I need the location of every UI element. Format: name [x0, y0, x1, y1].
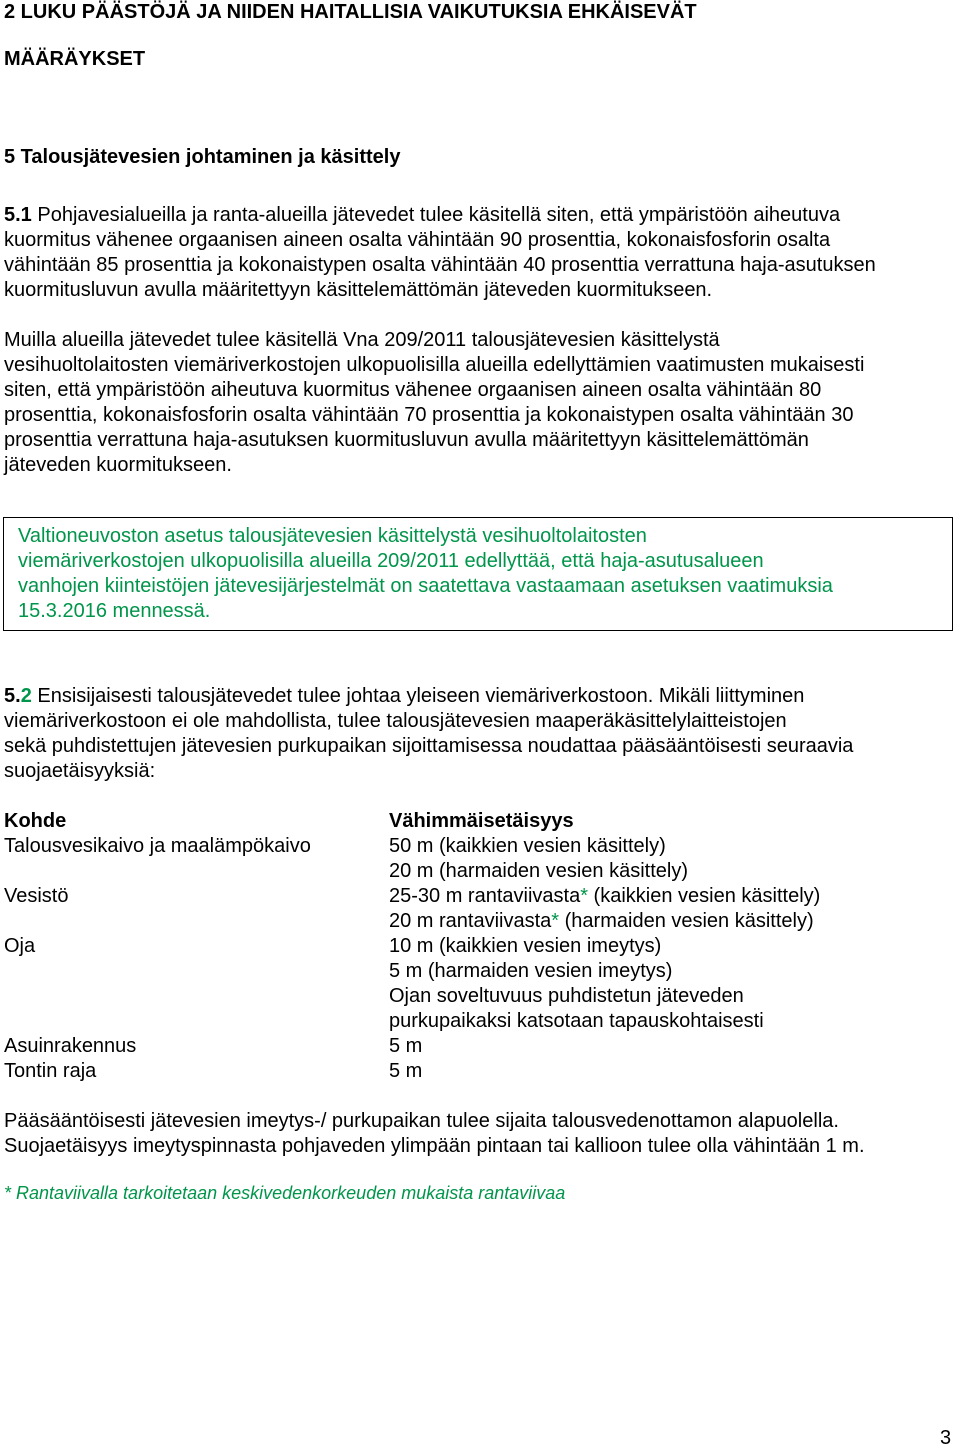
row-kohde: Talousvesikaivo ja maalämpökaivo — [4, 835, 311, 857]
etaisyys-text: Ojan soveltuvuus puhdistetun jäteveden — [389, 985, 744, 1007]
table-header-row — [4, 809, 954, 834]
other-areas-line: siten, että ympäristöön aiheutuva kuormitus vähenee orgaanisen aineen osalta vähintään 80 — [4, 379, 822, 401]
section-5-title: 5 Talousjätevesien johtaminen ja käsittely — [4, 146, 401, 168]
row-etaisyys — [389, 984, 744, 1009]
other-areas-paragraph — [4, 328, 954, 478]
row-etaisyys — [389, 859, 688, 884]
row-etaisyys — [389, 884, 820, 909]
section-5-1-line: vähintään 85 prosenttia ja kokonaistypen osalta vähintään 40 prosenttia verrattuna haja-asutuksen — [4, 254, 876, 276]
section-5-1-text: Pohjavesialueilla ja ranta-alueilla jätevedet tulee käsitellä siten, että ympäristöön aiheutuva — [31, 204, 841, 226]
section-5-2-line — [4, 684, 954, 709]
row-kohde: Vesistö — [4, 885, 69, 907]
etaisyys-text: 20 m rantaviivasta — [389, 910, 552, 932]
etaisyys-suffix: (harmaiden vesien käsittely) — [559, 910, 814, 932]
row-kohde: Asuinrakennus — [4, 1035, 137, 1057]
other-areas-line: vesihuoltolaitosten viemäriverkostojen ulkopuolisilla alueilla edellyttämien vaatimusten mukaisesti — [4, 354, 865, 376]
notice-line: Valtioneuvoston asetus talousjätevesien käsittelystä vesihuoltolaitosten — [18, 525, 647, 547]
table-row — [4, 1034, 954, 1059]
chapter-title-line-1: 2 LUKU PÄÄSTÖJÄ JA NIIDEN HAITALLISIA VAIKUTUKSIA EHKÄISEVÄT — [4, 1, 697, 23]
etaisyys-text: 20 m (harmaiden vesien käsittely) — [389, 860, 689, 882]
table-row — [4, 984, 954, 1009]
chapter-title-line-2: MÄÄRÄYKSET — [4, 48, 146, 70]
section-5-1-line: kuormitusluvun avulla määritettyyn käsittelemättömän jäteveden kuormitukseen. — [4, 279, 713, 301]
notice-line: vanhojen kiinteistöjen jätevesijärjestelmät on saatettava vastaamaan asetuksen vaatimuksia — [18, 575, 833, 597]
table-row — [4, 1009, 954, 1034]
section-5-2-number-minor: 2 — [20, 685, 32, 707]
closing-paragraph — [4, 1109, 954, 1159]
table-row — [4, 884, 954, 909]
header-kohde: Kohde — [4, 810, 67, 832]
table-row — [4, 859, 954, 884]
page-number: 3 — [940, 1427, 952, 1449]
section-5-1-line: kuormitus vähenee orgaanisen aineen osalta vähintään 90 prosenttia, kokonaisfosforin osalta — [4, 229, 831, 251]
header-etaisyys: Vähimmäisetäisyys — [389, 810, 574, 832]
table-row — [4, 1059, 954, 1084]
section-5-1-paragraph — [4, 203, 954, 303]
row-kohde: Oja — [4, 935, 36, 957]
table-row — [4, 834, 954, 859]
etaisyys-text: 10 m (kaikkien vesien imeytys) — [389, 935, 662, 957]
row-etaisyys — [389, 834, 666, 859]
etaisyys-text: 5 m — [389, 1035, 423, 1057]
etaisyys-text: 25-30 m rantaviivasta — [389, 885, 581, 907]
etaisyys-suffix: (kaikkien vesien käsittely) — [588, 885, 821, 907]
etaisyys-text: purkupaikaksi katsotaan tapauskohtaisesti — [389, 1010, 764, 1032]
etaisyys-star: * — [580, 885, 588, 907]
other-areas-line: Muilla alueilla jätevedet tulee käsitellä Vna 209/2011 talousjätevesien käsittelystä — [4, 329, 720, 351]
section-5-1-line — [4, 203, 954, 228]
other-areas-line: jäteveden kuormitukseen. — [4, 454, 232, 476]
shoreline-footnote: * Rantaviivalla tarkoitetaan keskivedenkorkeuden mukaista rantaviivaa — [4, 1183, 566, 1203]
etaisyys-text: 5 m — [389, 1060, 423, 1082]
table-row — [4, 959, 954, 984]
section-5-2-line: viemäriverkostoon ei ole mahdollista, tulee talousjätevesien maaperäkäsittelylaitteistojen — [4, 710, 787, 732]
table-row — [4, 934, 954, 959]
etaisyys-text: 50 m (kaikkien vesien käsittely) — [389, 835, 666, 857]
section-5-2-paragraph — [4, 684, 954, 784]
other-areas-line: prosenttia verrattuna haja-asutuksen kuormitusluvun avulla määritettyyn käsittelemättömän — [4, 429, 809, 451]
other-areas-line: prosenttia, kokonaisfosforin osalta vähintään 70 prosenttia ja kokonaistypen osalta vähintään 30 — [4, 404, 854, 426]
closing-line: Pääsääntöisesti jätevesien imeytys-/ purkupaikan tulee sijaita talousvedenottamon alapuolella. — [4, 1110, 839, 1132]
section-5-1-number: 5.1 — [4, 204, 32, 226]
closing-line: Suojaetäisyys imeytyspinnasta pohjaveden ylimpään pintaan tai kallioon tulee olla vähintään 1 m. — [4, 1135, 865, 1157]
section-5-2-number-major: 5. — [4, 685, 21, 707]
notice-line: 15.3.2016 mennessä. — [18, 600, 211, 622]
row-etaisyys — [389, 959, 672, 984]
etaisyys-text: 5 m (harmaiden vesien imeytys) — [389, 960, 673, 982]
distance-table — [4, 809, 954, 1084]
notice-line: viemäriverkostojen ulkopuolisilla alueilla 209/2011 edellyttää, että haja-asutusalueen — [18, 550, 764, 572]
section-5-2-line: sekä puhdistettujen jätevesien purkupaikan sijoittamisessa noudattaa pääsääntöisesti seuraavia — [4, 735, 854, 757]
table-row — [4, 909, 954, 934]
etaisyys-star: * — [551, 910, 560, 932]
row-etaisyys — [389, 934, 661, 959]
row-etaisyys — [389, 909, 814, 934]
section-5-2-line: suojaetäisyyksiä: — [4, 760, 156, 782]
section-5-2-text: Ensisijaisesti talousjätevedet tulee johtaa yleiseen viemäriverkostoon. Mikäli liittyminen — [31, 685, 805, 707]
row-etaisyys — [389, 1009, 764, 1034]
row-etaisyys — [389, 1034, 422, 1059]
row-kohde: Tontin raja — [4, 1060, 97, 1082]
regulation-notice-box — [3, 517, 953, 631]
row-etaisyys — [389, 1059, 422, 1084]
